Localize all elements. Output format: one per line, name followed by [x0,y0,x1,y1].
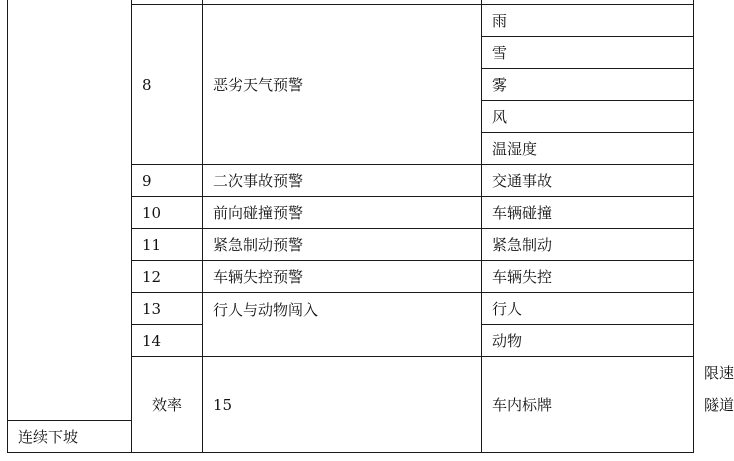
scene-cell: 交通事故 [482,165,694,197]
scene-cell: 紧急制动 [482,229,694,261]
scene-cell: 连续下坡 [8,421,132,453]
scene-cell: 动物 [482,325,694,357]
category-cell-efficiency: 效率 [132,357,203,453]
scene-cell: 温湿度 [482,133,694,165]
id-cell: 9 [132,165,203,197]
id-cell: 13 [132,293,203,325]
id-cell: 11 [132,229,203,261]
function-cell: 车内标牌 [482,357,694,453]
category-cell-safety [8,0,132,421]
id-cell: 8 [132,5,203,165]
function-cell: 紧急制动预警 [203,229,482,261]
table-row: 效率 15 车内标牌 限速 [8,357,694,389]
id-cell: 10 [132,197,203,229]
scene-cell: 雪 [482,37,694,69]
id-cell: 14 [132,325,203,357]
scene-cell: 车辆失控 [482,261,694,293]
function-cell: 前向碰撞预警 [203,197,482,229]
scene-cell: 风 [482,101,694,133]
scene-cell: 车辆碰撞 [482,197,694,229]
function-cell: 车辆失控预警 [203,261,482,293]
id-cell: 15 [203,357,482,453]
spec-table [7,0,734,453]
function-cell: 行人与动物闯入 [203,293,482,357]
function-cell: 二次事故预警 [203,165,482,197]
table-row: 隧道 [704,396,734,414]
function-cell: 恶劣天气预警 [203,5,482,165]
scene-cell: 行人 [482,293,694,325]
scene-cell: 雾 [482,69,694,101]
id-cell: 12 [132,261,203,293]
scene-cell: 雨 [482,5,694,37]
